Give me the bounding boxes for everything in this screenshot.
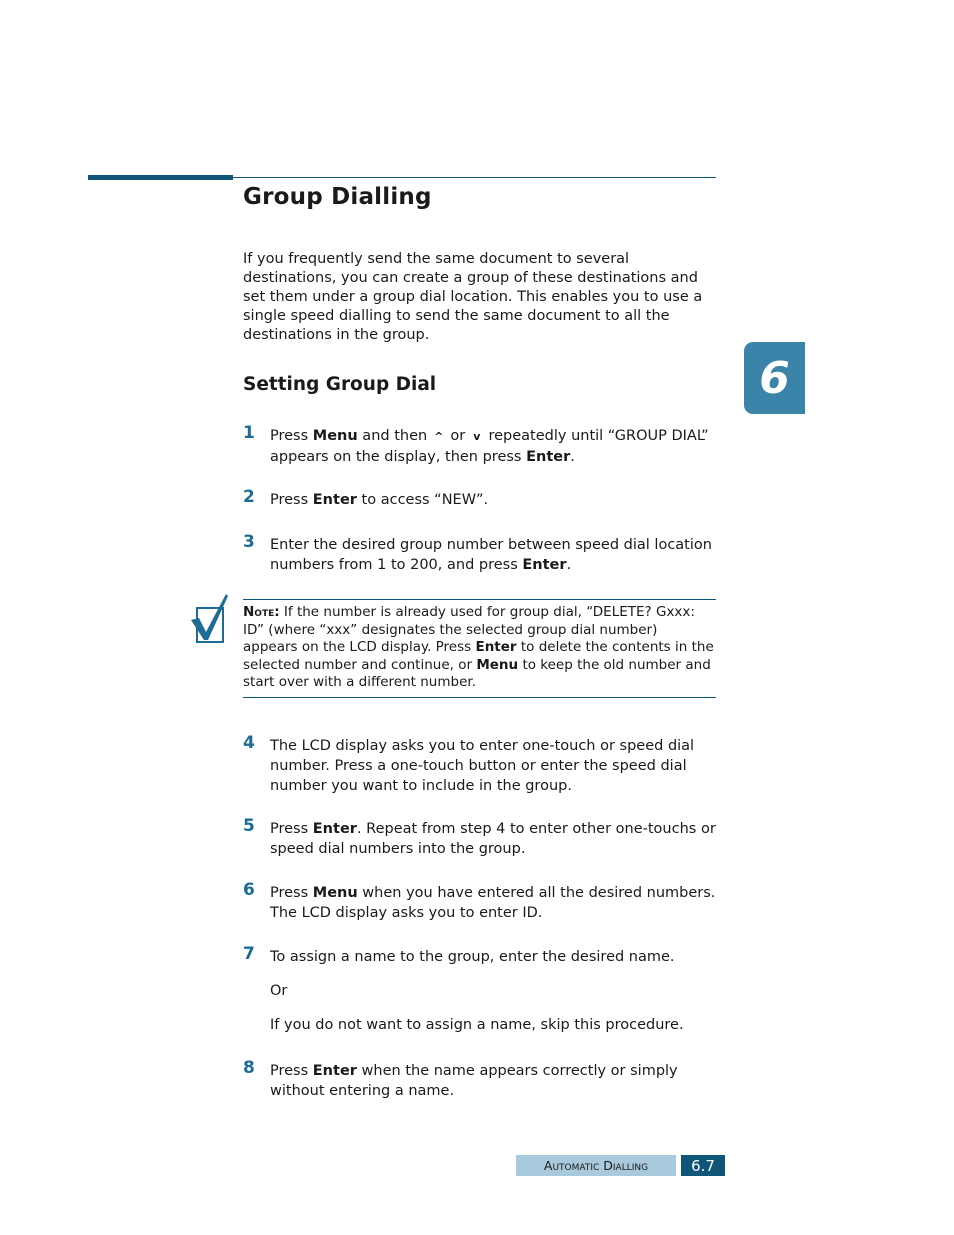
step-number: 2 <box>243 487 255 507</box>
step-7-or: Or <box>270 983 288 999</box>
step-number: 4 <box>243 733 255 753</box>
step-number: 5 <box>243 816 255 836</box>
footer-page-number: 6.7 <box>681 1155 725 1176</box>
step-7 <box>243 944 718 967</box>
step-text: Enter the desired group number between speed dial location numbers from 1 to 200, and press Enter. <box>270 537 712 573</box>
step-text: Press Enter to access “NEW”. <box>270 492 489 508</box>
step-number: 8 <box>243 1058 255 1078</box>
step-number: 7 <box>243 944 255 964</box>
step-text: Press Menu and then ^ or v repeatedly until “GROUP DIAL” appears on the display, then press Enter. <box>270 428 709 465</box>
step-text: Press Menu when you have entered all the desired numbers. The LCD display asks you to enter ID. <box>270 885 716 921</box>
step-2 <box>243 487 718 510</box>
step-text: Press Enter when the name appears correctly or simply without entering a name. <box>270 1063 678 1099</box>
note-rule-top <box>243 599 716 600</box>
step-text: Press Enter. Repeat from step 4 to enter other one-touchs or speed dial numbers into the group. <box>270 821 716 857</box>
chapter-tab: 6 <box>744 342 805 414</box>
step-text: The LCD display asks you to enter one-touch or speed dial number. Press a one-touch button or enter the speed dial number you want to include in the group. <box>270 738 695 794</box>
step-1 <box>243 423 718 467</box>
step-number: 1 <box>243 423 255 443</box>
down-arrow-icon: v <box>473 430 481 443</box>
header-rule-thin <box>233 177 716 178</box>
step-5 <box>243 816 718 859</box>
header-rule-thick <box>88 175 233 180</box>
note-label: Note: <box>243 604 280 620</box>
note-rule-bottom <box>243 697 716 698</box>
subsection-title: Setting Group Dial <box>243 374 437 395</box>
intro-paragraph: If you frequently send the same document to several destinations, you can create a group of these destinations and set them under a group dial location. This enables you to use a single speed dialling to send the same document to all the destinations in the group. <box>243 251 703 343</box>
step-number: 6 <box>243 880 255 900</box>
step-6 <box>243 880 718 923</box>
section-title: Group Dialling <box>243 184 432 210</box>
step-3 <box>243 532 718 575</box>
step-7-alternative: If you do not want to assign a name, skip this procedure. <box>270 1017 684 1033</box>
step-8 <box>243 1058 718 1101</box>
step-number: 3 <box>243 532 255 552</box>
footer-section-label: Automatic Dialling <box>516 1155 676 1176</box>
step-4 <box>243 733 718 796</box>
checkmark-note-icon <box>188 590 230 646</box>
note-text: Note: If the number is already used for group dial, “DELETE? Gxxx: ID” (where “xxx” designates the selected group dial number) appears on the LCD display. Press Enter to delete the contents in the selected number and continue, or Menu to keep the old number and start over with a different number. <box>243 604 714 690</box>
step-text: To assign a name to the group, enter the desired name. <box>270 949 675 965</box>
up-arrow-icon: ^ <box>434 430 444 443</box>
